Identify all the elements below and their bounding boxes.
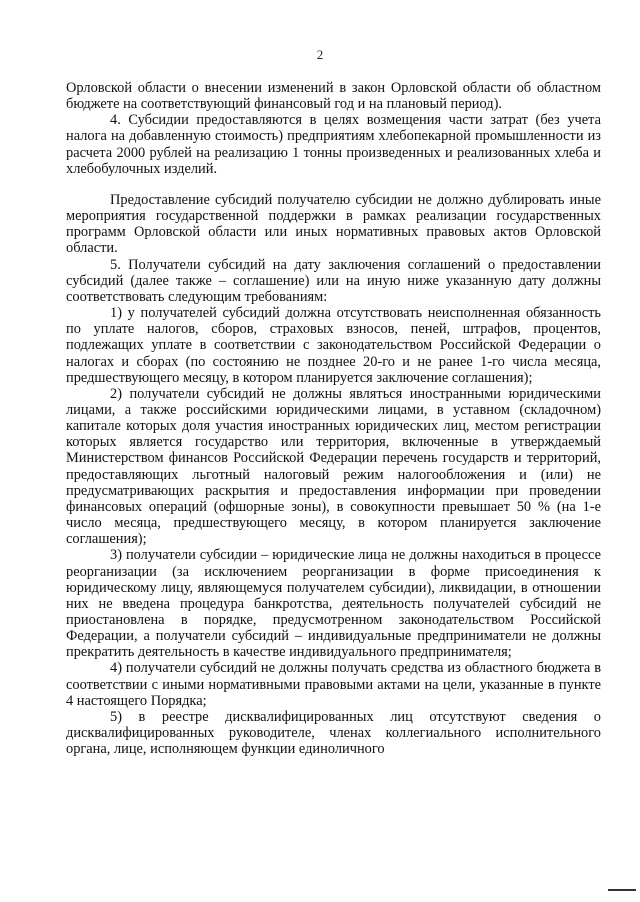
document-body bbox=[66, 80, 601, 757]
paragraph-item-5: 5. Получатели субсидий на дату заключения соглашений о предоставлении субсидий (далее также – соглашение) или на иную ниже указанную дату должны соответствовать следующим требованиям: bbox=[66, 256, 601, 305]
paragraph-item-4: 4. Субсидии предоставляются в целях возмещения части затрат (без учета налога на добавленную стоимость) предприятиям хлебопекарной промышленности из расчета 2000 рублей на реализацию 1 тонны произведенных и реализованных хлеба и хлебобулочных изделий. bbox=[66, 112, 601, 177]
paragraph-continuation: Орловской области о внесении изменений в закон Орловской области об областном бюджете на соответствующий финансовый год и на плановый период). bbox=[66, 80, 601, 113]
scan-corner-mark bbox=[608, 889, 636, 891]
paragraph-requirement-2: 2) получатели субсидий не должны являться иностранными юридическими лицами, а также российскими юридическими лицами, в уставном (складочном) капитале которых доля участия иностранных юридических лиц, местом регистрации которых является государство или территория, включенные в утверждаемый Министерством финансов Российской Федерации перечень государств и территорий, предоставляющих льготный налоговый режим налогообложения и (или) не предусматривающих раскрытия и предоставления информации при проведении финансовых операций (офшорные зоны), в совокупности превышает 50 % (на 1-е число месяца, предшествующего месяцу, в котором планируется заключение соглашения); bbox=[66, 385, 601, 548]
paragraph-requirement-3: 3) получатели субсидии – юридические лица не должны находиться в процессе реорганизации (за исключением реорганизации в форме присоединения к юридическому лицу, являющемуся получателем субсидии), ликвидации, в отношении них не введена процедура банкротства, деятельность получателей субсидий не приостановлена в порядке, предусмотренном законодательством Российской Федерации, а получатели субсидий – индивидуальные предприниматели не должны прекратить деятельность в качестве индивидуального предпринимателя; bbox=[66, 547, 601, 661]
paragraph-requirement-1: 1) у получателей субсидий должна отсутствовать неисполненная обязанность по уплате налогов, сборов, страховых взносов, пеней, штрафов, процентов, подлежащих уплате в соответствии с законодательством Российской Федерации о налогах и сборах (по состоянию не позднее 20-го и не ранее 1-го числа месяца, предшествующего месяцу, в котором планируется заключение соглашения); bbox=[66, 305, 601, 386]
paragraph-requirement-4: 4) получатели субсидий не должны получать средства из областного бюджета в соответствии с иными нормативными правовыми актами на цели, указанные в пункте 4 настоящего Порядка; bbox=[66, 660, 601, 709]
paragraph-requirement-5: 5) в реестре дисквалифицированных лиц отсутствуют сведения о дисквалифицированных руководителе, членах коллегиального исполнительного органа, лице, исполняющем функции единоличного bbox=[66, 708, 601, 758]
page-number: 2 bbox=[316, 47, 324, 62]
paragraph-no-duplication: Предоставление субсидий получателю субсидии не должно дублировать иные мероприятия государственной поддержки в рамках реализации государственных программ Орловской области или иных нормативных правовых актов Орловской области. bbox=[66, 191, 601, 257]
